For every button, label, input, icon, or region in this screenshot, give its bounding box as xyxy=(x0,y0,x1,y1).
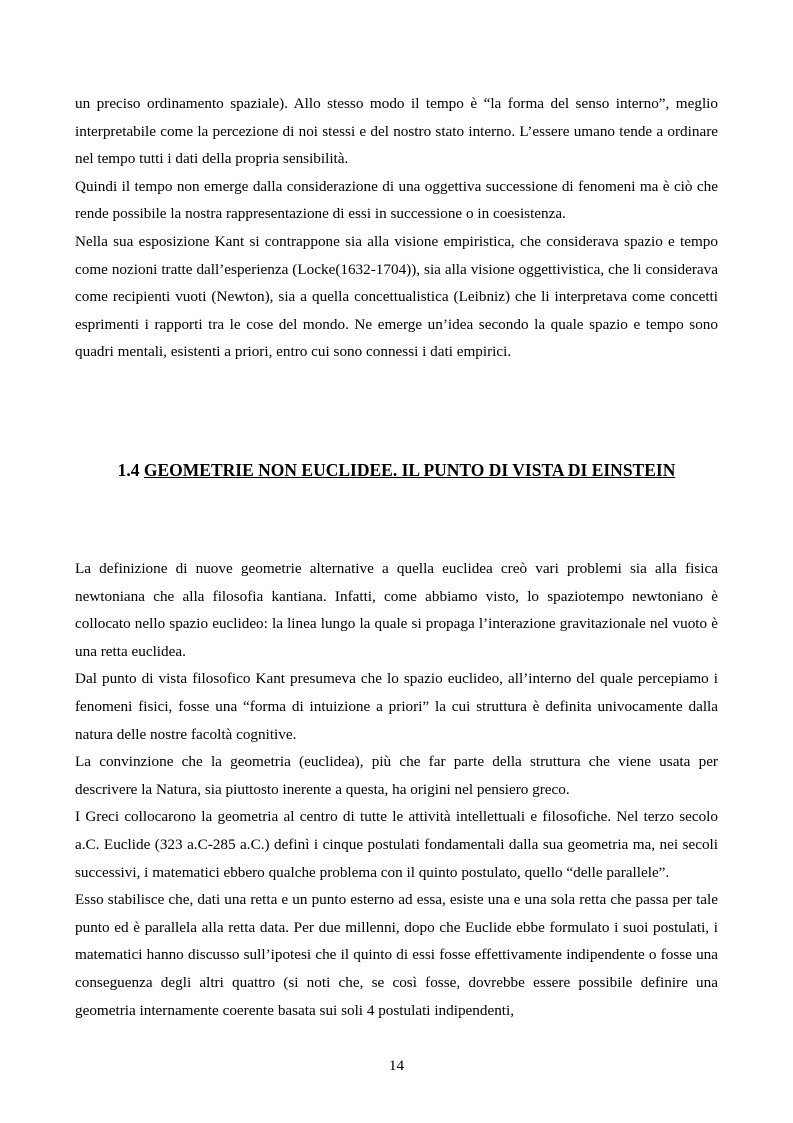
paragraph: Esso stabilisce che, dati una retta e un punto esterno ad essa, esiste una e una sola retta che passa per tale punto ed è parallela alla retta data. Per due millenni, dopo che Euclide ebbe formulato i suoi postulati, i matematici hanno discusso sull’ipotesi che il quinto di essi fosse effettivamente indipendente o fosse una conseguenza degli altri quattro (si noti che, se così fosse, dovrebbe essere possibile definire una geometria internamente coerente basata sui soli 4 postulati indipendenti, xyxy=(75,891,718,1019)
page-number: 14 xyxy=(388,1057,405,1074)
intro-text-block xyxy=(75,90,718,366)
section-number: 1.4 xyxy=(117,460,140,480)
paragraph: La definizione di nuove geometrie alternative a quella euclidea creò vari problemi sia alla fisica newtoniana che alla filosofia kantiana. Infatti, come abbiamo visto, lo spaziotempo newtoniano è collocato nello spazio euclideo: la linea lungo la quale si propaga l’interazione gravitazionale nel vuoto è una retta euclidea. xyxy=(75,560,718,660)
section-title: GEOMETRIE NON EUCLIDEE. IL PUNTO DI VISTA DI EINSTEIN xyxy=(143,460,676,480)
paragraph: Nella sua esposizione Kant si contrappone sia alla visione empiristica, che considerava spazio e tempo come nozioni tratte dall’esperienza (Locke(1632-1704)), sia alla visione oggettivistica, che li considerava come recipienti vuoti (Newton), sia a quella concettualistica (Leibniz) che li interpretava come concetti esprimenti i rapporti tra le cose del mondo. Ne emerge un’idea secondo la quale spazio e tempo sono quadri mentali, esistenti a priori, entro cui sono connessi i dati empirici. xyxy=(75,232,718,361)
paragraph: un preciso ordinamento spaziale). Allo stesso modo il tempo è “la forma del senso interno”, meglio interpretabile come la percezione di noi stessi e del nostro stato interno. L’essere umano tende a ordinare nel tempo tutti i dati della propria sensibilità. xyxy=(75,95,718,168)
paragraph: I Greci collocarono la geometria al centro di tutte le attività intellettuali e filosofiche. Nel terzo secolo a.C. Euclide (323 a.C-285 a.C.) definì i cinque postulati fondamentali dalla sua geometria ma, nei secoli successivi, i matematici ebbero qualche problema con il quinto postulato, quello “delle parallele”. xyxy=(75,808,718,881)
paragraph: Quindi il tempo non emerge dalla considerazione di una oggettiva successione di fenomeni ma è ciò che rende possibile la nostra rappresentazione di essi in successione o in coesistenza. xyxy=(75,177,718,223)
section-heading xyxy=(0,460,793,481)
paragraph: Dal punto di vista filosofico Kant presumeva che lo spazio euclideo, all’interno del quale percepiamo i fenomeni fisici, fosse una “forma di intuizione a priori” la cui struttura è definita univocamente dalla natura delle nostre facoltà cognitive. xyxy=(75,670,718,743)
paragraph: La convinzione che la geometria (euclidea), più che far parte della struttura che viene usata per descrivere la Natura, sia piuttosto inerente a questa, ha origini nel pensiero greco. xyxy=(75,753,718,798)
section-text-block xyxy=(75,555,718,1024)
